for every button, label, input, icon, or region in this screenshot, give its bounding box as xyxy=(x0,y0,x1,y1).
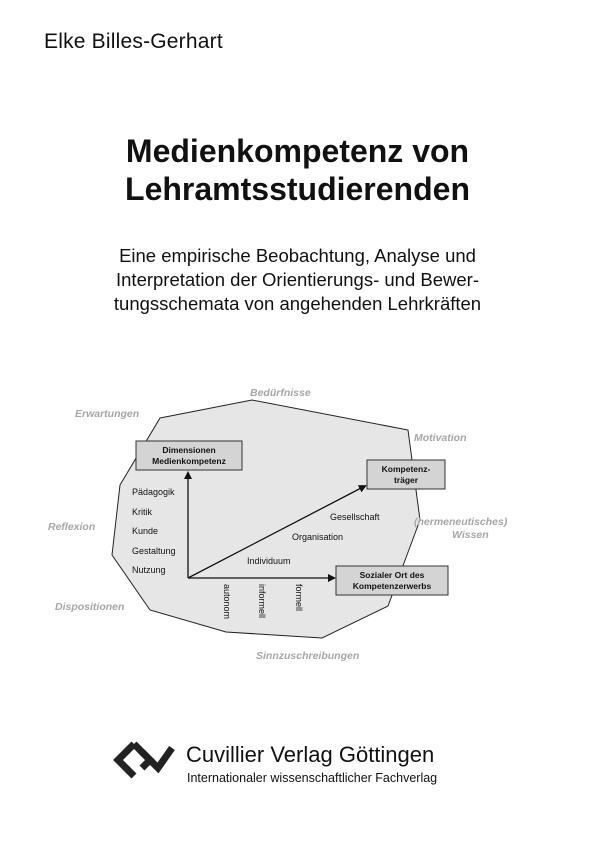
diagonal-item: Individuum xyxy=(247,556,291,566)
vertical-item: Nutzung xyxy=(132,565,166,575)
box-traeger-line: Kompetenz- xyxy=(381,464,431,474)
competence-diagram xyxy=(0,370,595,670)
box-traeger-line: träger xyxy=(393,475,419,485)
cuvillier-logo-icon xyxy=(112,740,176,780)
label-reflexion: Reflexion xyxy=(48,521,96,533)
diagonal-item: Gesellschaft xyxy=(330,512,380,522)
vertical-item: Kritik xyxy=(132,507,152,517)
label-dispositionen: Dispositionen xyxy=(55,601,125,613)
vertical-item: Gestaltung xyxy=(132,546,176,556)
box-dimensionen-line: Dimensionen xyxy=(162,445,216,455)
publisher-tagline: Internationaler wissenschaftlicher Fachverlag xyxy=(187,771,438,785)
label-hermeneutisch: (hermeneutisches) xyxy=(414,516,508,528)
book-subtitle-line: Eine empirische Beobachtung, Analyse und xyxy=(119,245,476,266)
box-dimensionen-line: Medienkompetenz xyxy=(152,456,226,466)
label-wissen: Wissen xyxy=(452,529,489,541)
box-ort-line: Kompetenzerwerbs xyxy=(352,581,432,591)
book-title-line: Medienkompetenz von xyxy=(125,133,470,169)
box-sozialer-ort xyxy=(336,566,448,595)
label-motivation: Motivation xyxy=(414,432,467,444)
book-subtitle-line: Interpretation der Orientierungs- und Bewer- xyxy=(116,269,479,290)
box-dimensionen xyxy=(136,441,242,470)
box-ort-line: Sozialer Ort des xyxy=(359,570,425,580)
vertical-item: Kunde xyxy=(132,526,159,536)
label-beduerfnisse: Bedürfnisse xyxy=(250,387,311,399)
box-kompetenztraeger xyxy=(367,460,445,489)
book-title xyxy=(0,132,595,208)
diagonal-item: Organisation xyxy=(292,532,344,542)
publisher-name: Cuvillier Verlag Göttingen xyxy=(186,742,435,767)
book-subtitle xyxy=(0,244,595,316)
book-subtitle-line: tungsschemata von angehenden Lehrkräften xyxy=(113,293,482,314)
horizontal-item: informell xyxy=(257,584,267,619)
vertical-item: Pädagogik xyxy=(132,487,175,497)
horizontal-item: autonom xyxy=(222,584,232,620)
label-sinnzuschreibungen: Sinnzuschreibungen xyxy=(256,650,360,662)
horizontal-item: formell xyxy=(294,584,304,612)
book-title-line: Lehramtsstudierenden xyxy=(125,171,470,207)
author: Elke Billes-Gerhart xyxy=(44,30,223,53)
label-erwartungen: Erwartungen xyxy=(75,408,140,420)
